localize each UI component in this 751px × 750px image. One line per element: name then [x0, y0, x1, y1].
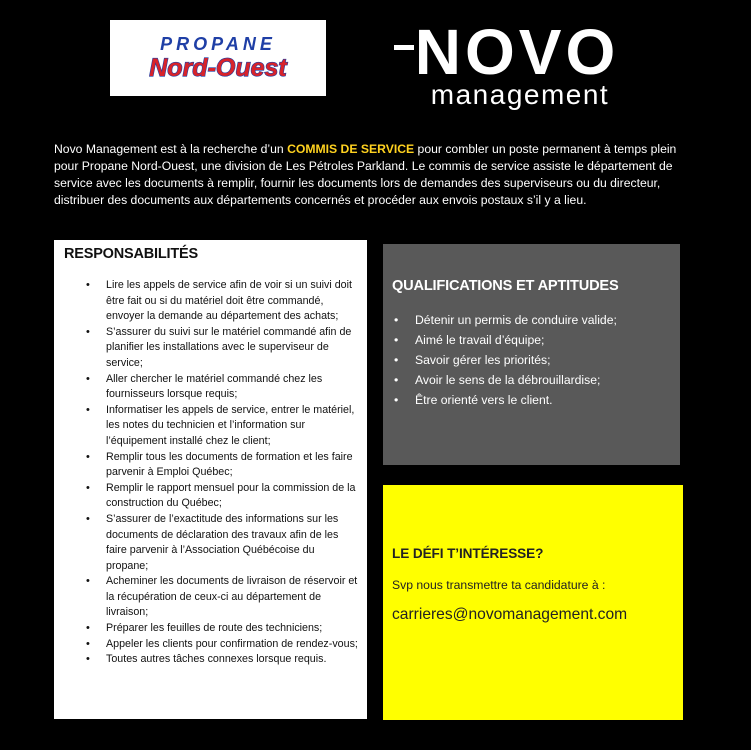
intro-paragraph	[54, 141, 704, 209]
list-item: • Aimé le travail d’équipe;	[415, 330, 670, 350]
challenge-box	[383, 485, 683, 720]
list-item: • Informatiser les appels de service, entrer le matériel, les notes du technicien et l’information sur l’équipement installé chez le client;	[106, 403, 358, 450]
propane-nord-ouest-logo	[110, 20, 326, 96]
list-item: • S’assurer du suivi sur le matériel commandé afin de planifier les installations avec le superviseur de service;	[106, 325, 358, 372]
qualifications-box	[383, 244, 680, 465]
list-item: • Remplir le rapport mensuel pour la commission de la construction du Québec;	[106, 481, 358, 512]
challenge-title: LE DÉFI T’INTÉRESSE?	[392, 546, 544, 561]
job-title-highlight: COMMIS DE SERVICE	[287, 142, 415, 156]
list-item: • Détenir un permis de conduire valide;	[415, 310, 670, 330]
propane-logo-line1: PROPANE	[160, 34, 276, 54]
qualifications-list	[415, 310, 670, 410]
propane-logo-line2: Nord-Ouest	[149, 54, 287, 82]
list-item: • Savoir gérer les priorités;	[415, 350, 670, 370]
list-item: • Lire les appels de service afin de voir si un suivi doit être fait ou si du matériel doit être commandé, envoyer la demande au département des achats;	[106, 278, 358, 325]
application-instructions: Svp nous transmettre ta candidature à :	[392, 578, 606, 592]
list-item: • Préparer les feuilles de route des techniciens;	[106, 621, 358, 637]
novo-logo-dash	[394, 45, 414, 50]
responsibilities-list	[106, 278, 358, 668]
novo-logo-subtitle: management	[430, 79, 610, 110]
list-item: • Appeler les clients pour confirmation de rendez-vous;	[106, 637, 358, 653]
list-item: • Acheminer les documents de livraison de réservoir et la récupération de ceux-ci au département de livraison;	[106, 574, 358, 621]
intro-text-after: pour combler un poste permanent à temps plein pour Propane Nord-Ouest, une division de Les Pétroles Parkland. Le commis de service assiste le département de service avec les documents à remplir, fournir les documents lors de demandes des superviseurs ou du directeur, distribuer des documents aux départements concernés et procéder aux envois postaux s’il y a lieu.	[54, 142, 677, 207]
list-item: • Remplir tous les documents de formation et les faire parvenir à Emploi Québec;	[106, 450, 358, 481]
list-item: • Aller chercher le matériel commandé chez les fournisseurs lorsque requis;	[106, 372, 358, 403]
contact-email-link[interactable]: carrieres@novomanagement.com	[392, 606, 628, 623]
novo-logo-title: NOVO	[414, 16, 620, 88]
responsibilities-title: RESPONSABILITÉS	[64, 246, 198, 262]
intro-text-before: Novo Management est à la recherche d’un	[54, 142, 288, 156]
novo-management-logo	[392, 14, 642, 110]
qualifications-title: QUALIFICATIONS ET APTITUDES	[392, 278, 619, 294]
list-item: • Toutes autres tâches connexes lorsque requis.	[106, 652, 358, 668]
list-item: • S’assurer de l’exactitude des informations sur les documents de déclaration des travaux afin de les faire parvenir à l’Association Québécoise du propane;	[106, 512, 358, 574]
list-item: • Être orienté vers le client.	[415, 390, 670, 410]
list-item: • Avoir le sens de la débrouillardise;	[415, 370, 670, 390]
responsibilities-box	[54, 240, 367, 719]
